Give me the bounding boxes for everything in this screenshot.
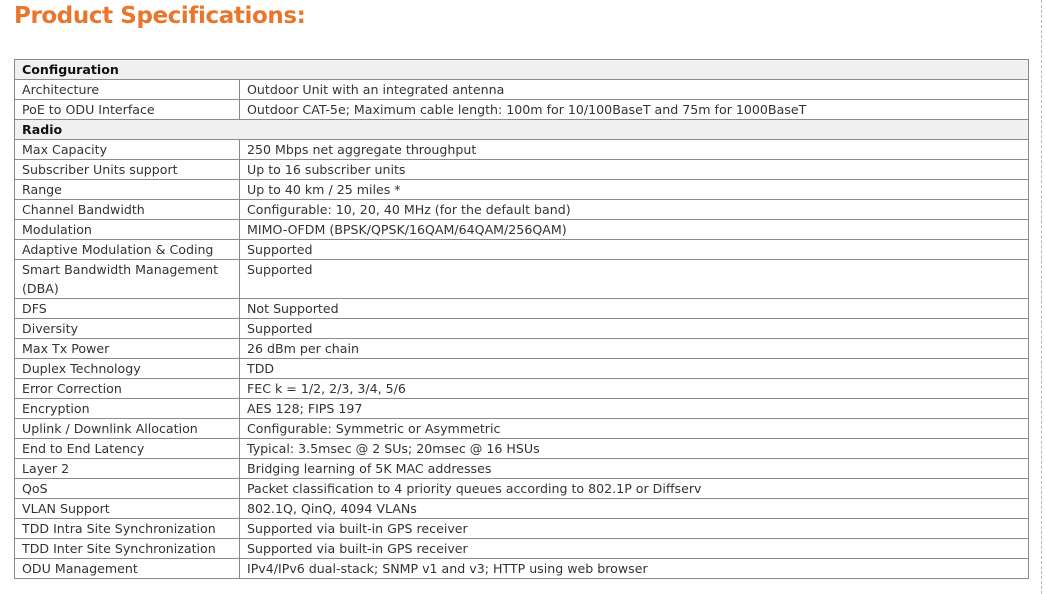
- table-row: [15, 439, 1029, 459]
- spec-value: Bridging learning of 5K MAC addresses: [240, 459, 1029, 479]
- spec-label: Subscriber Units support: [15, 160, 240, 180]
- spec-label: Modulation: [15, 220, 240, 240]
- section-header: Configuration: [15, 60, 1029, 80]
- spec-value: AES 128; FIPS 197: [240, 399, 1029, 419]
- spec-value: MIMO-OFDM (BPSK/QPSK/16QAM/64QAM/256QAM): [240, 220, 1029, 240]
- spec-label: VLAN Support: [15, 499, 240, 519]
- spec-label: ODU Management: [15, 559, 240, 579]
- section-header: Radio: [15, 120, 1029, 140]
- table-row: [15, 160, 1029, 180]
- table-row: [15, 220, 1029, 240]
- table-row: [15, 100, 1029, 120]
- spec-label: PoE to ODU Interface: [15, 100, 240, 120]
- specifications-table: [14, 59, 1029, 579]
- spec-label: Encryption: [15, 399, 240, 419]
- spec-value: Supported: [240, 319, 1029, 339]
- table-row: [15, 419, 1029, 439]
- spec-value: Supported: [240, 260, 1029, 299]
- table-row: [15, 339, 1029, 359]
- spec-label: TDD Intra Site Synchronization: [15, 519, 240, 539]
- table-row: [15, 180, 1029, 200]
- spec-value: 250 Mbps net aggregate throughput: [240, 140, 1029, 160]
- table-row: [15, 519, 1029, 539]
- table-row: [15, 299, 1029, 319]
- spec-value: TDD: [240, 359, 1029, 379]
- table-row: [15, 539, 1029, 559]
- spec-label: QoS: [15, 479, 240, 499]
- section-header-row: [15, 120, 1029, 140]
- table-row: [15, 399, 1029, 419]
- table-row: [15, 559, 1029, 579]
- table-row: [15, 200, 1029, 220]
- table-row: [15, 260, 1029, 299]
- spec-label: Max Tx Power: [15, 339, 240, 359]
- page-edge-divider: [1041, 0, 1042, 594]
- spec-value: Outdoor Unit with an integrated antenna: [240, 80, 1029, 100]
- table-row: [15, 140, 1029, 160]
- page-title: Product Specifications:: [14, 3, 306, 29]
- spec-label: DFS: [15, 299, 240, 319]
- spec-label: Error Correction: [15, 379, 240, 399]
- spec-value: Up to 40 km / 25 miles *: [240, 180, 1029, 200]
- spec-value: 26 dBm per chain: [240, 339, 1029, 359]
- spec-label: Smart Bandwidth Management (DBA): [15, 260, 240, 299]
- spec-label: Diversity: [15, 319, 240, 339]
- spec-value: Configurable: 10, 20, 40 MHz (for the default band): [240, 200, 1029, 220]
- spec-label: Range: [15, 180, 240, 200]
- table-row: [15, 359, 1029, 379]
- spec-value: Up to 16 subscriber units: [240, 160, 1029, 180]
- spec-label: Max Capacity: [15, 140, 240, 160]
- spec-label: Duplex Technology: [15, 359, 240, 379]
- table-row: [15, 479, 1029, 499]
- table-row: [15, 459, 1029, 479]
- spec-value: Typical: 3.5msec @ 2 SUs; 20msec @ 16 HSUs: [240, 439, 1029, 459]
- spec-label: Channel Bandwidth: [15, 200, 240, 220]
- spec-value: IPv4/IPv6 dual-stack; SNMP v1 and v3; HTTP using web browser: [240, 559, 1029, 579]
- spec-value: Supported via built-in GPS receiver: [240, 539, 1029, 559]
- spec-label: Uplink / Downlink Allocation: [15, 419, 240, 439]
- table-row: [15, 319, 1029, 339]
- spec-label: End to End Latency: [15, 439, 240, 459]
- section-header-row: [15, 60, 1029, 80]
- spec-value: Configurable: Symmetric or Asymmetric: [240, 419, 1029, 439]
- spec-value: FEC k = 1/2, 2/3, 3/4, 5/6: [240, 379, 1029, 399]
- spec-value: 802.1Q, QinQ, 4094 VLANs: [240, 499, 1029, 519]
- spec-value: Supported via built-in GPS receiver: [240, 519, 1029, 539]
- spec-label: Adaptive Modulation & Coding: [15, 240, 240, 260]
- spec-label: Layer 2: [15, 459, 240, 479]
- spec-label: TDD Inter Site Synchronization: [15, 539, 240, 559]
- table-row: [15, 379, 1029, 399]
- spec-value: Outdoor CAT-5e; Maximum cable length: 100m for 10/100BaseT and 75m for 1000BaseT: [240, 100, 1029, 120]
- spec-value: Not Supported: [240, 299, 1029, 319]
- spec-value: Packet classification to 4 priority queues according to 802.1P or Diffserv: [240, 479, 1029, 499]
- spec-value: Supported: [240, 240, 1029, 260]
- table-row: [15, 240, 1029, 260]
- table-row: [15, 80, 1029, 100]
- table-row: [15, 499, 1029, 519]
- spec-label: Architecture: [15, 80, 240, 100]
